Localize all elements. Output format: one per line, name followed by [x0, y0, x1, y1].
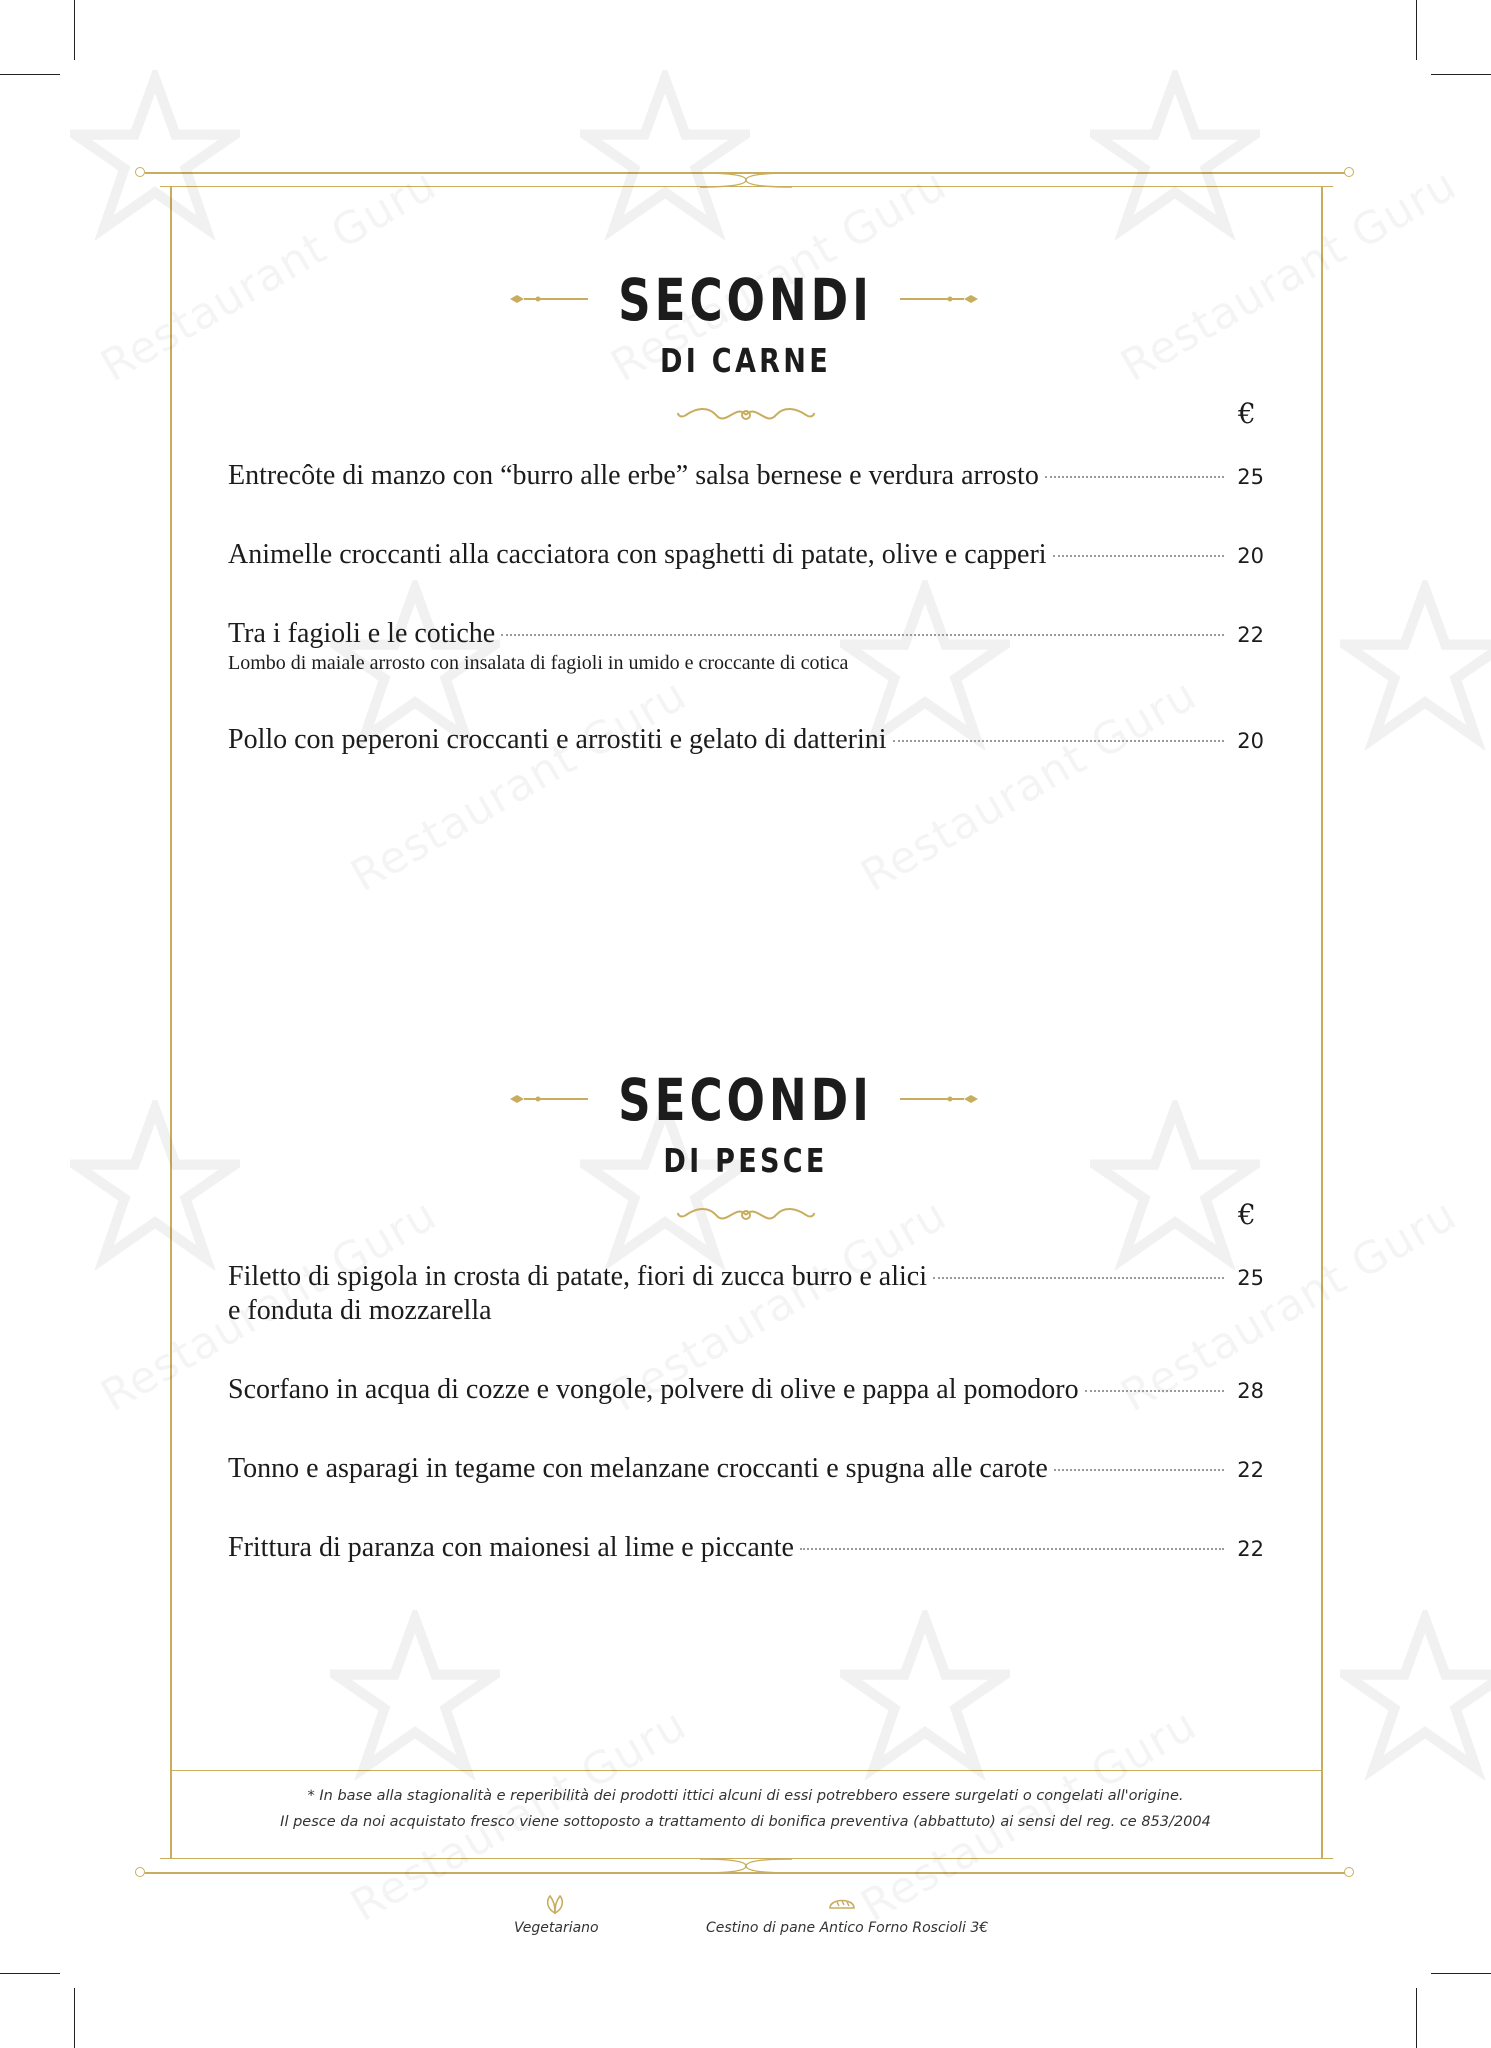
flourish-divider-icon [676, 1200, 816, 1230]
menu-item-price: 28 [1237, 1379, 1264, 1403]
section-subtitle: DI CARNE [660, 341, 831, 380]
bread-icon [828, 1894, 856, 1912]
currency-symbol: € [1238, 397, 1256, 430]
section-title: SECONDI [618, 266, 873, 334]
menu-item [228, 1261, 1264, 1327]
crop-mark [74, 1988, 75, 2048]
legend-vegetarian: Vegetariano [514, 1920, 599, 1936]
menu-item [228, 1374, 1264, 1406]
crop-mark [74, 0, 75, 60]
watermark-logo-icon [70, 70, 240, 240]
dotted-leader [933, 1277, 1224, 1279]
menu-item-price: 22 [1237, 1458, 1264, 1482]
watermark-logo-icon [580, 70, 750, 240]
crop-mark [0, 1973, 60, 1974]
vegetarian-leaf-icon [544, 1893, 566, 1915]
menu-item [228, 618, 1264, 675]
menu-item-name: Tra i fagioli e le cotiche [228, 618, 496, 649]
menu-item-name: Tonno e asparagi in tegame con melanzane croccanti e spugna alle carote [228, 1453, 1048, 1484]
menu-item-name-continued: e fonduta di mozzarella [228, 1295, 492, 1326]
footnote-line-2: Il pesce da noi acquistato fresco viene sottoposto a trattamento di bonifica preventiva (abbattuto) ai sensi del reg. ce 853/2004 [280, 1814, 1211, 1830]
menu-item-name: Pollo con peperoni croccanti e arrostiti e gelato di datterini [228, 724, 887, 755]
menu-item [228, 460, 1264, 492]
menu-item [228, 539, 1264, 571]
menu-item-price: 20 [1237, 544, 1264, 568]
watermark-logo-icon [1090, 70, 1260, 240]
menu-item-price: 22 [1237, 1537, 1264, 1561]
menu-item-description: Lombo di maiale arrosto con insalata di fagioli in umido e croccante di cotica [228, 652, 849, 674]
section-title: SECONDI [618, 1066, 873, 1134]
menu-item-price: 25 [1237, 1266, 1264, 1290]
menu-item-price: 20 [1237, 729, 1264, 753]
menu-item [228, 1453, 1264, 1485]
dotted-leader [800, 1548, 1224, 1550]
dotted-leader [893, 740, 1224, 742]
menu-item-name: Animelle croccanti alla cacciatora con spaghetti di patate, olive e capperi [228, 539, 1047, 570]
menu-item-name: Filetto di spigola in crosta di patate, fiori di zucca burro e alici [228, 1261, 928, 1292]
dotted-leader [1045, 476, 1224, 478]
footnote-line-1: * In base alla stagionalità e reperibilità dei prodotti ittici alcuni di essi potrebbero essere surgelati o congelati all'origine. [307, 1788, 1184, 1804]
legend-bread-basket: Cestino di pane Antico Forno Roscioli 3€ [706, 1920, 989, 1936]
currency-symbol: € [1238, 1198, 1256, 1231]
watermark-logo-icon [1340, 580, 1491, 750]
dotted-leader [1054, 1469, 1224, 1471]
menu-item [228, 1532, 1264, 1564]
dotted-leader [1085, 1390, 1224, 1392]
menu-item-name: Entrecôte di manzo con “burro alle erbe” salsa bernese e verdura arrosto [228, 460, 1039, 491]
watermark-logo-icon [840, 1610, 1010, 1780]
dotted-leader [1053, 555, 1224, 557]
crop-mark [0, 74, 60, 75]
menu-item-price: 25 [1237, 465, 1264, 489]
crop-mark [1431, 74, 1491, 75]
flourish-divider-icon [676, 400, 816, 430]
crop-mark [1416, 0, 1417, 60]
watermark-logo-icon [1340, 1610, 1491, 1780]
watermark-logo-icon [330, 1610, 500, 1780]
menu-item [228, 724, 1264, 756]
crop-mark [1416, 1988, 1417, 2048]
section-subtitle: DI PESCE [663, 1141, 828, 1180]
menu-item-name: Scorfano in acqua di cozze e vongole, polvere di olive e pappa al pomodoro [228, 1374, 1079, 1405]
menu-item-price: 22 [1237, 623, 1264, 647]
dotted-leader [501, 634, 1224, 636]
crop-mark [1431, 1973, 1491, 1974]
menu-item-name: Frittura di paranza con maionesi al lime e piccante [228, 1532, 794, 1563]
